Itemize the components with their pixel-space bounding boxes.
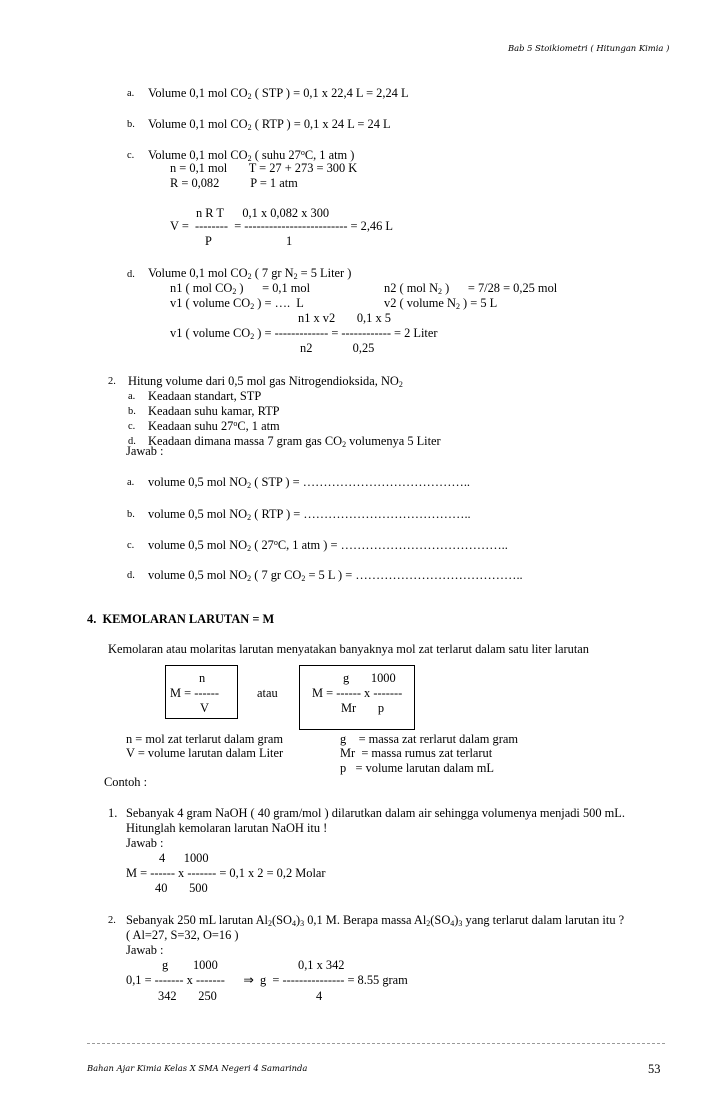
option-label: a.	[128, 391, 136, 402]
running-header: Bab 5 Stoikiometri ( Hitungan Kimia )	[508, 43, 670, 53]
ideal-gas-numerator: n R T 0,1 x 0,082 x 300	[196, 206, 330, 220]
section-intro: Kemolaran atau molaritas larutan menyatakan banyaknya mol zat terlarut dalam satu liter larutan	[108, 642, 589, 656]
section-title: 4. KEMOLARAN LARUTAN = M	[87, 612, 275, 626]
avogadro-equation: v1 ( volume $CO_2$ ) = ------------- = ------------ = 2 Liter	[170, 326, 438, 341]
item-label-d: d.	[127, 269, 135, 280]
option-label: c.	[128, 421, 136, 432]
item-label-b: b.	[127, 119, 135, 130]
example-2-numerator-left: g 1000	[162, 958, 218, 972]
volume-co2-suhu: Volume 0,1 mol $CO_2$ ( suhu 27$^o$C, 1 atm )	[148, 148, 355, 163]
formula1-bot: V	[200, 701, 209, 715]
example-2-denominator-right: 4	[316, 989, 323, 1003]
contoh-label: Contoh :	[104, 775, 148, 789]
v1-line: v1 ( volume $CO_2$ ) = …. L	[170, 296, 304, 311]
given-r-p: R = 0,082 P = 1 atm	[170, 176, 298, 190]
example-2-line2: ( Al=27, S=32, O=16 )	[126, 928, 239, 942]
formula2-bot: Mr p	[341, 701, 385, 715]
footer-divider	[87, 1043, 665, 1044]
ideal-gas-denominator-1: 1	[286, 234, 293, 248]
definition-g: g = massa zat rerlarut dalam gram	[340, 732, 518, 746]
option-text: Keadaan dimana massa 7 gram gas $CO_2$ volumenya 5 Liter	[148, 434, 441, 449]
avogadro-numerator: n1 x v2 0,1 x 5	[298, 311, 391, 325]
footer-text: Bahan Ajar Kimia Kelas X SMA Negeri 4 Samarinda	[87, 1063, 308, 1073]
option-text: Keadaan suhu kamar, RTP	[148, 404, 280, 418]
example-2-jawab: Jawab :	[126, 943, 164, 957]
example-2-denominator-left: 342 250	[158, 989, 217, 1003]
example-1-jawab: Jawab :	[126, 836, 164, 850]
item-label-c: c.	[127, 150, 135, 161]
answer-label: d.	[127, 570, 135, 581]
definition-mr: Mr = massa rumus zat terlarut	[340, 746, 493, 760]
item-label-a: a.	[127, 88, 135, 99]
example-1-equation: M = ------ x ------- = 0,1 x 2 = 0,2 Molar	[126, 866, 326, 880]
answer-line: volume 0,5 mol $NO_2$ ( 27$^o$C, 1 atm ) = …………………………………..	[148, 538, 508, 553]
option-label: b.	[128, 406, 136, 417]
example-2-numerator-right: 0,1 x 342	[298, 958, 345, 972]
volume-co2-n2: Volume 0,1 mol $CO_2$ ( 7 gr $N_2 = 5$ Liter )	[148, 266, 352, 281]
example-1-numerator: 4 1000	[159, 851, 209, 865]
avogadro-denominator: n2 0,25	[300, 341, 375, 355]
example-number-2: 2.	[108, 915, 116, 926]
answer-line: volume 0,5 mol $NO_2$ ( RTP ) = …………………………………..	[148, 507, 471, 522]
definition-n: n = mol zat terlarut dalam gram	[126, 732, 283, 746]
option-text: Keadaan suhu 27$^o$C, 1 atm	[148, 419, 280, 433]
definition-v: V = volume larutan dalam Liter	[126, 746, 284, 760]
example-number-1: 1.	[108, 806, 118, 820]
example-1-denominator: 40 500	[155, 881, 208, 895]
example-2-equation: 0,1 = ------- x ------- ⇒ g = --------------- = 8.55 gram	[126, 973, 408, 987]
page-number: 53	[648, 1062, 661, 1076]
example-1-line2: Hitunglah kemolaran larutan NaOH itu !	[126, 821, 328, 835]
formula2-top: g 1000	[343, 671, 396, 685]
answer-line: volume 0,5 mol $NO_2$ ( 7 gr $CO_2 = 5$ L ) = …………………………………..	[148, 568, 523, 583]
answer-label: b.	[127, 509, 135, 520]
answer-label: a.	[127, 477, 135, 488]
example-2-line1: Sebanyak 250 mL larutan $Al_2(SO_4)_3$ 0,1 M. Berapa massa $Al_2(SO_4)_3$ yang terlarut dalam larutan itu ?	[126, 913, 625, 928]
volume-co2-rtp: Volume 0,1 mol $CO_2$ ( RTP ) = 0,1 x 24 L = 24 L	[148, 117, 391, 132]
ideal-gas-equation: V = -------- = ------------------------- = 2,46 L	[170, 219, 393, 233]
v2-line: v2 ( volume $N_2$ ) = 5 L	[384, 296, 498, 311]
atau-text: atau	[257, 686, 278, 700]
ideal-gas-denominator-p: P	[205, 234, 212, 248]
given-n-t: n = 0,1 mol T = 27 + 273 = 300 K	[170, 161, 358, 175]
jawab-label: Jawab :	[126, 444, 164, 458]
volume-co2-stp: Volume 0,1 mol $CO_2$ ( STP ) = 0,1 x 22,4 L = 2,24 L	[148, 86, 409, 101]
formula2-mid: M = ------ x -------	[312, 686, 403, 700]
n1-line: n1 ( mol $CO_2$ ) = 0,1 mol	[170, 281, 311, 296]
question-number-2: 2.	[108, 376, 116, 387]
example-1-line1: Sebanyak 4 gram NaOH ( 40 gram/mol ) dilarutkan dalam air sehingga volumenya menjadi 500 mL.	[126, 806, 625, 820]
n2-line: n2 ( mol $N_2$ ) = 7/28 = 0,25 mol	[384, 281, 558, 296]
answer-line: volume 0,5 mol $NO_2$ ( STP ) = …………………………………..	[148, 475, 471, 490]
question-2-text: Hitung volume dari 0,5 mol gas Nitrogendioksida, $NO_2$	[128, 374, 403, 389]
formula1-mid: M = ------	[170, 686, 219, 700]
formula1-top: n	[199, 671, 206, 685]
option-label: d.	[128, 436, 136, 447]
definition-p: p = volume larutan dalam mL	[340, 761, 494, 775]
option-text: Keadaan standart, STP	[148, 389, 262, 403]
answer-label: c.	[127, 540, 135, 551]
